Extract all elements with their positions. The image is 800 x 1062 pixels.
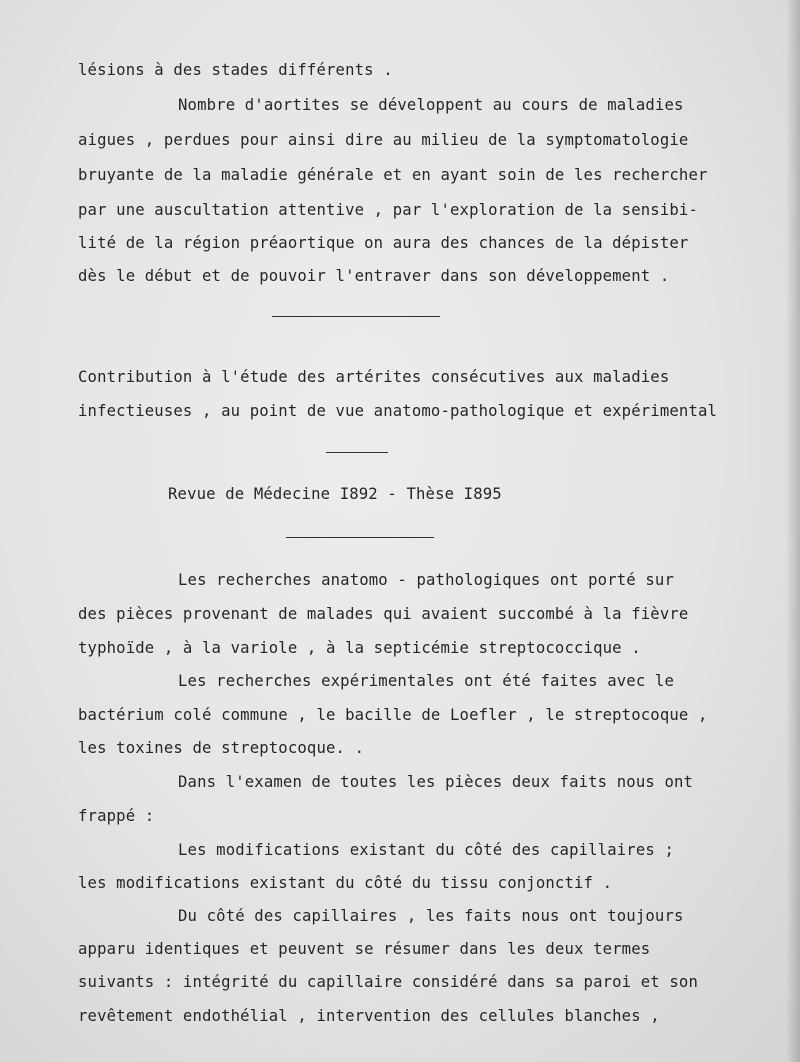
text-line: des pièces provenant de malades qui avaient succombé à la fièvre [78, 605, 689, 623]
text-line: les toxines de streptocoque. . [78, 739, 365, 757]
text-line: bruyante de la maladie générale et en ayant soin de les rechercher [78, 166, 708, 184]
text-line: Les recherches expérimentales ont été faites avec le [178, 672, 674, 690]
section-title-line: Contribution à l'étude des artérites consécutives aux maladies [78, 368, 670, 386]
text-line: Du côté des capillaires , les faits nous ont toujours [178, 907, 684, 925]
text-line: suivants : intégrité du capillaire considéré dans sa paroi et son [78, 973, 698, 991]
text-line: aigues , perdues pour ainsi dire au milieu de la symptomatologie [78, 131, 689, 149]
text-line: lésions à des stades différents . [78, 61, 393, 79]
text-line: les modifications existant du côté du tissu conjonctif . [78, 874, 613, 892]
separator-rule-short [326, 452, 388, 453]
text-line: dès le début et de pouvoir l'entraver dans son développement . [78, 267, 670, 285]
section-title-line: infectieuses , au point de vue anatomo-pathologique et expérimental [78, 402, 718, 420]
text-line: Les modifications existant du côté des capillaires ; [178, 841, 674, 859]
text-line: bactérium colé commune , le bacille de Loefler , le streptocoque , [78, 706, 708, 724]
text-line: typhoïde , à la variole , à la septicémie streptococcique . [78, 639, 641, 657]
page-edge-shadow [786, 0, 800, 1062]
text-line: Dans l'examen de toutes les pièces deux faits nous ont [178, 773, 694, 791]
text-line: frappé : [78, 807, 155, 825]
text-line: par une auscultation attentive , par l'exploration de la sensibi- [78, 201, 698, 219]
text-line: lité de la région préaortique on aura des chances de la dépister [78, 234, 689, 252]
citation-line: Revue de Médecine I892 - Thèse I895 [168, 485, 502, 503]
separator-rule [286, 537, 434, 538]
text-line: Nombre d'aortites se développent au cours de maladies [178, 96, 684, 114]
separator-rule [272, 316, 440, 317]
text-line: apparu identiques et peuvent se résumer dans les deux termes [78, 940, 651, 958]
text-line: Les recherches anatomo - pathologiques ont porté sur [178, 571, 674, 589]
text-line: revêtement endothélial , intervention des cellules blanches , [78, 1007, 660, 1025]
